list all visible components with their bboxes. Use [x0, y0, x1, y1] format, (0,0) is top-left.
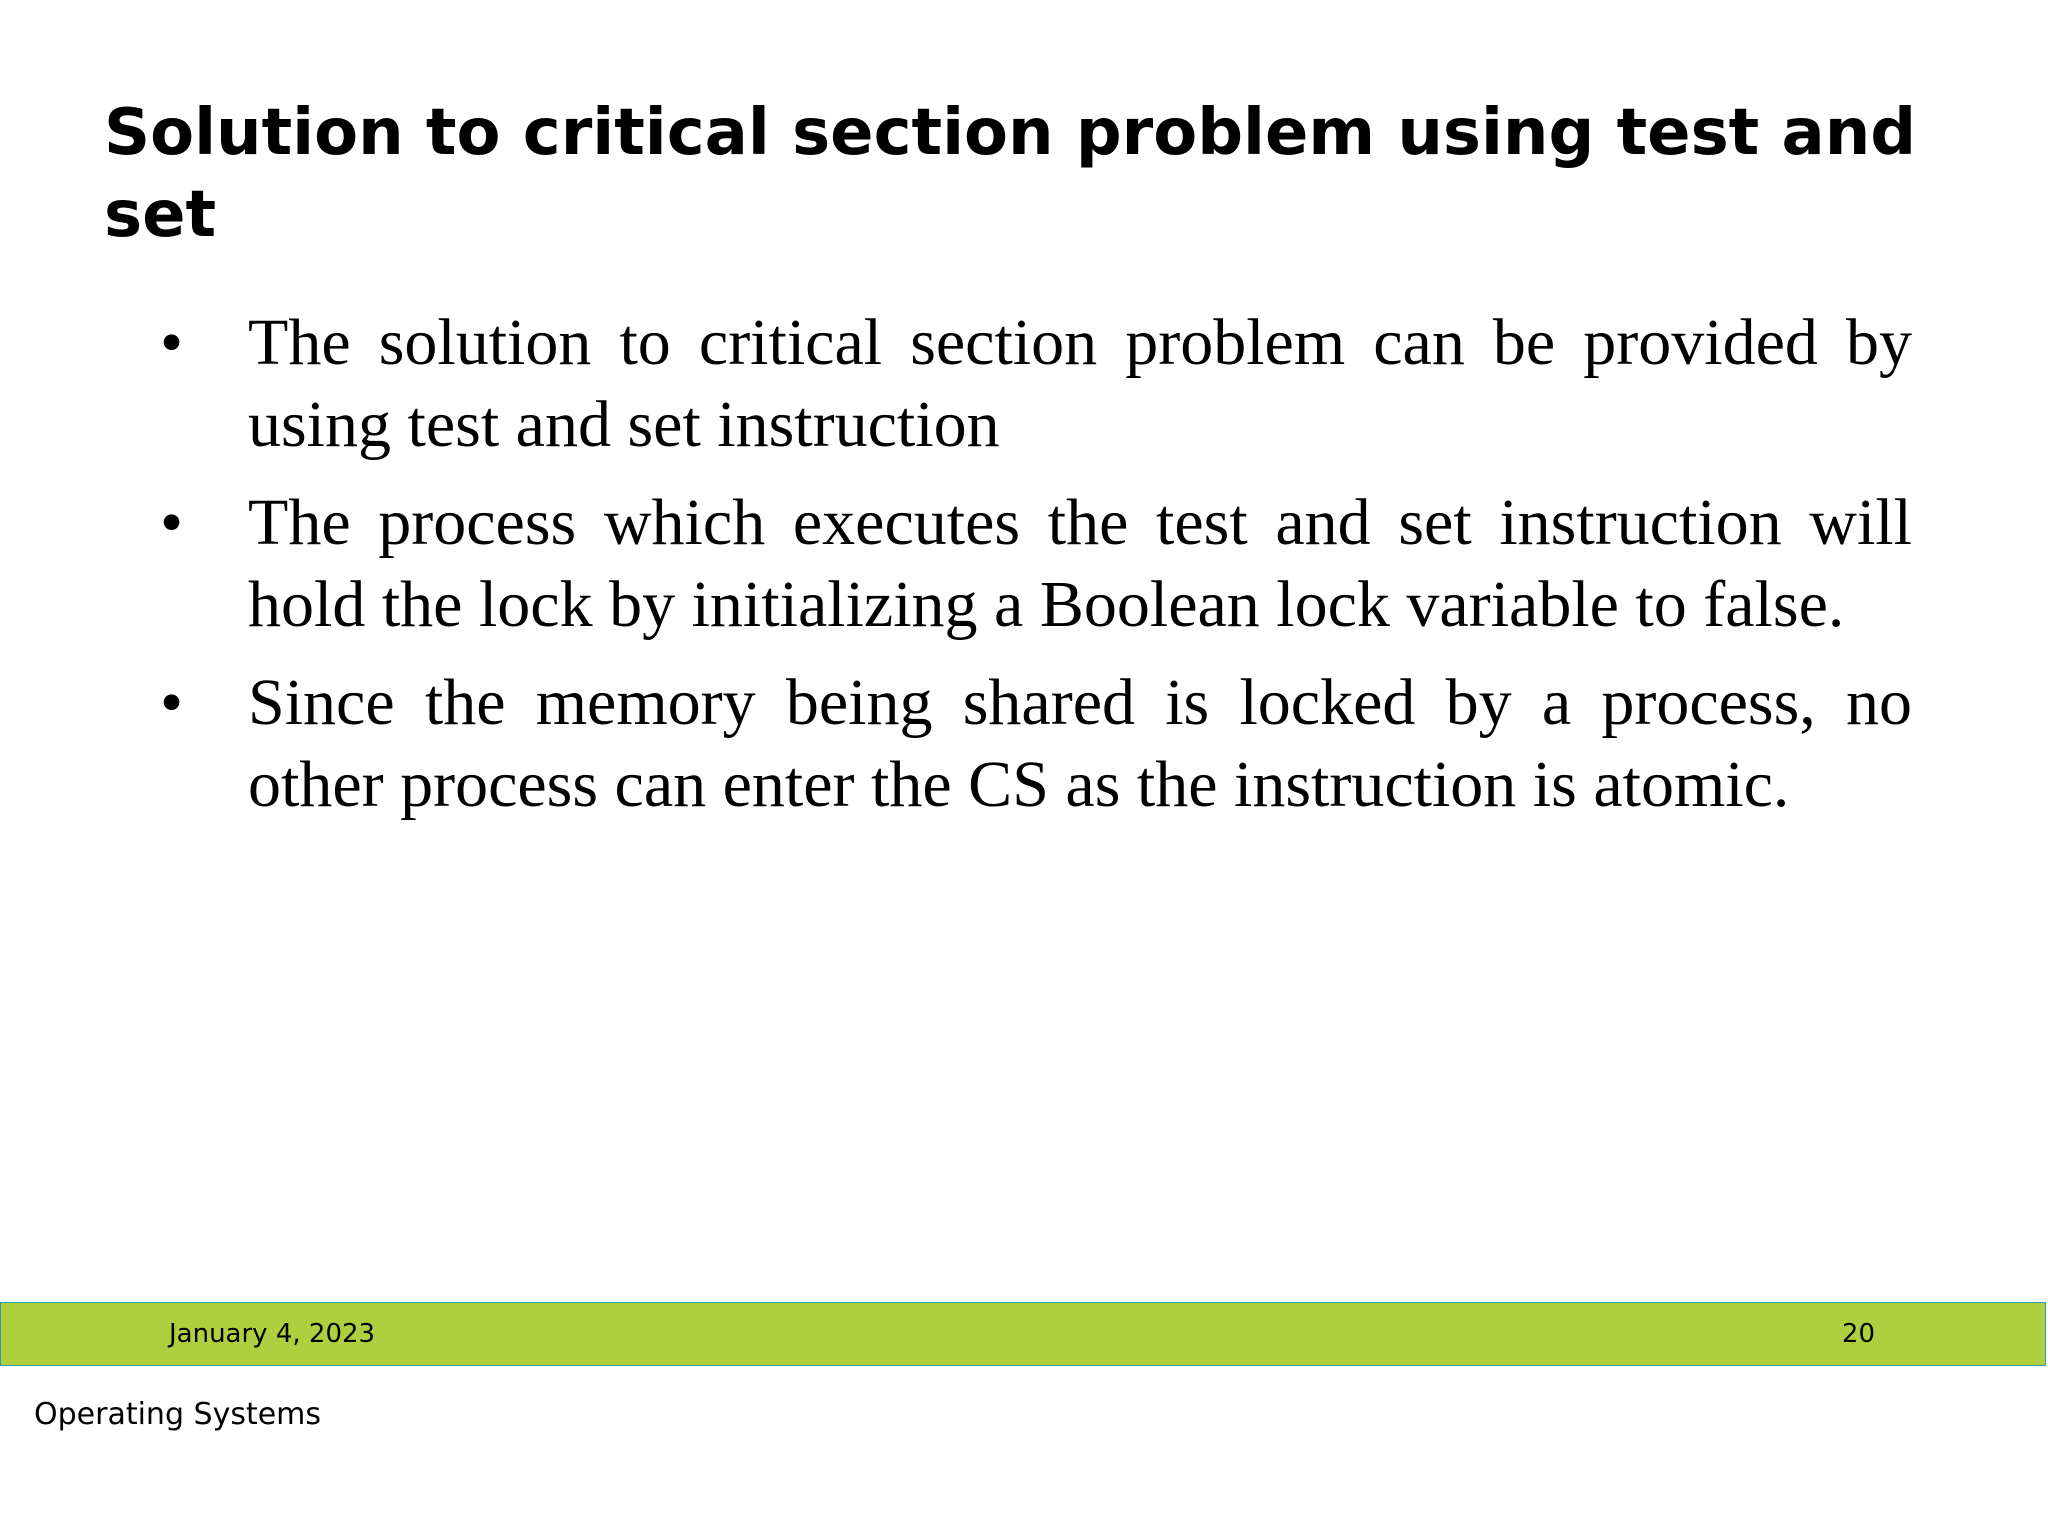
course-name: Operating Systems [34, 1397, 322, 1432]
bullet-item [160, 482, 1912, 646]
footer-bar [0, 1302, 2046, 1366]
bullet-item [160, 302, 1912, 466]
bullet-list [160, 302, 1912, 842]
footer-date: January 4, 2023 [169, 1319, 376, 1349]
bullet-text: The process which executes the test and set instruction will hold the lock by initializing a Boolean lock variable to false. [248, 486, 1912, 641]
bullet-marker: • [160, 486, 184, 559]
bullet-marker: • [160, 306, 184, 379]
bullet-text: Since the memory being shared is locked by a process, no other process can enter the CS as the instruction is atomic. [248, 666, 1912, 821]
slide-title: Solution to critical section problem using test and set [104, 96, 1917, 252]
page-number: 20 [1841, 1319, 1875, 1349]
bullet-text: The solution to critical section problem can be provided by using test and set instruction [248, 306, 1912, 461]
bullet-marker: • [160, 666, 184, 739]
bullet-item [160, 662, 1912, 826]
